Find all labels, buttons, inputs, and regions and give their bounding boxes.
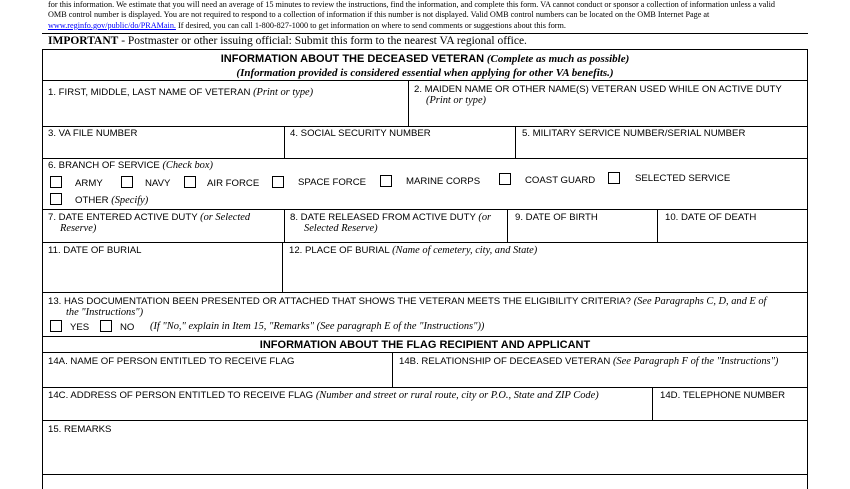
col-divider [657, 209, 658, 242]
eligibility-yes-checkbox[interactable] [50, 320, 62, 332]
relationship-hint: (See Paragraph F of the "Instructions") [612, 356, 779, 367]
remarks-field[interactable]: 15. REMARKS [48, 424, 112, 435]
relationship-field[interactable] [399, 356, 778, 367]
col-divider [515, 126, 516, 158]
eligibility-question [48, 296, 766, 318]
col-divider [652, 387, 653, 420]
air-force-label: AIR FORCE [207, 178, 260, 189]
place-of-burial-hint: (Name of cemetery, city, and State) [392, 245, 538, 256]
date-entered-field[interactable] [48, 212, 250, 234]
branch-of-service-label [48, 160, 213, 171]
notice-line-3-rest: If desired, you can call 1-800-827-1000 to get information on where to send comments or suggestions about this form. [175, 20, 566, 30]
row-line [42, 292, 808, 293]
marine-corps-checkbox[interactable] [380, 175, 392, 187]
other-label [75, 195, 148, 206]
space-force-label: SPACE FORCE [298, 177, 367, 188]
deceased-section-title [42, 53, 808, 65]
recipient-section-title: INFORMATION ABOUT THE FLAG RECIPIENT AND APPLICANT [259, 339, 591, 351]
branch-label-hint: (Check box) [162, 160, 213, 171]
row-line [42, 387, 808, 388]
other-checkbox[interactable] [50, 193, 62, 205]
veteran-name-field[interactable] [48, 87, 313, 98]
notice-line-1: for this information. We estimate that you will need an average of 15 minutes to review the instructions, find the information, and complete this form. VA cannot conduct or sponsor a collection of information unless a valid [48, 0, 775, 9]
selected-service-label: SELECTED SERVICE [635, 173, 731, 184]
date-of-burial-field[interactable]: 11. DATE OF BURIAL [48, 245, 142, 256]
coast-guard-checkbox[interactable] [499, 173, 511, 185]
col-divider [282, 242, 283, 292]
form-frame [42, 49, 808, 489]
marine-corps-label: MARINE CORPS [406, 176, 481, 187]
notice-line-2: OMB control number is displayed. You are not required to respond to a collection of information if this number is not displayed. Valid OMB control numbers can be located on the OMB Internet Page at [48, 10, 710, 20]
col-divider [408, 80, 409, 126]
deceased-title-bold: INFORMATION ABOUT THE DECEASED VETERAN [220, 53, 485, 65]
recipient-address-hint: (Number and street or rural route, city or P.O., State and ZIP Code) [315, 390, 599, 401]
date-entered-label: 7. DATE ENTERED ACTIVE DUTY [48, 212, 201, 223]
eligibility-question-hint-2: the "Instructions") [66, 307, 144, 318]
row-line [42, 474, 808, 475]
maiden-name-hint: (Print or type) [426, 95, 487, 106]
eligibility-question-text: 13. HAS DOCUMENTATION BEEN PRESENTED OR ATTACHED THAT SHOWS THE VETERAN MEETS THE ELIGIBILITY CRITERIA? [48, 296, 634, 307]
veteran-name-label: 1. FIRST, MIDDLE, LAST NAME OF VETERAN [48, 87, 254, 98]
relationship-label: 14B. RELATIONSHIP OF DECEASED VETERAN [399, 356, 613, 367]
row-line [42, 420, 808, 421]
col-divider [284, 126, 285, 158]
divider-section [42, 49, 808, 50]
notice-line-3 [48, 21, 808, 31]
army-checkbox[interactable] [50, 176, 62, 188]
date-entered-hint: (or Selected [200, 212, 251, 223]
row-line [42, 80, 808, 81]
eligibility-no-instruction: (If "No," explain in Item 15, "Remarks" (See paragraph E of the "Instructions")) [150, 321, 485, 332]
other-label-hint: (Specify) [111, 195, 149, 206]
recipient-address-label: 14C. ADDRESS OF PERSON ENTITLED TO RECEIVE FLAG [48, 390, 316, 401]
eligibility-no-checkbox[interactable] [100, 320, 112, 332]
space-force-checkbox[interactable] [272, 176, 284, 188]
recipient-name-field[interactable]: 14A. NAME OF PERSON ENTITLED TO RECEIVE FLAG [48, 356, 295, 367]
coast-guard-label: COAST GUARD [525, 175, 596, 186]
eligibility-no-label: NO [120, 322, 135, 333]
navy-checkbox[interactable] [121, 176, 133, 188]
important-label: IMPORTANT [48, 35, 119, 47]
col-divider [507, 209, 508, 242]
important-text: - Postmaster or other issuing official: Submit this form to the nearest VA regional office. [118, 35, 527, 47]
maiden-name-field[interactable] [414, 84, 782, 106]
place-of-burial-field[interactable] [289, 245, 537, 256]
row-line [42, 209, 808, 210]
date-released-label: 8. DATE RELEASED FROM ACTIVE DUTY [290, 212, 479, 223]
veteran-name-hint: (Print or type) [253, 87, 314, 98]
divider-top [42, 33, 808, 34]
important-note [48, 35, 527, 47]
col-divider [392, 352, 393, 387]
recipient-address-field[interactable] [48, 390, 599, 401]
row-line [42, 352, 808, 353]
branch-label-text: 6. BRANCH OF SERVICE [48, 160, 163, 171]
date-entered-hint-2: Reserve) [60, 223, 97, 234]
maiden-name-label: 2. MAIDEN NAME OR OTHER NAME(S) VETERAN USED WHILE ON ACTIVE DUTY [414, 84, 782, 95]
place-of-burial-label: 12. PLACE OF BURIAL [289, 245, 393, 256]
date-of-death-field[interactable]: 10. DATE OF DEATH [665, 212, 757, 223]
air-force-checkbox[interactable] [184, 176, 196, 188]
ssn-field[interactable]: 4. SOCIAL SECURITY NUMBER [290, 128, 431, 139]
date-released-field[interactable] [290, 212, 491, 234]
row-line [42, 158, 808, 159]
date-released-hint: (or [478, 212, 492, 223]
date-of-birth-field[interactable]: 9. DATE OF BIRTH [515, 212, 598, 223]
selected-service-checkbox[interactable] [608, 172, 620, 184]
telephone-field[interactable]: 14D. TELEPHONE NUMBER [660, 390, 786, 401]
row-line [42, 336, 808, 337]
row-line [42, 126, 808, 127]
va-file-number-field[interactable]: 3. VA FILE NUMBER [48, 128, 138, 139]
eligibility-yes-label: YES [70, 322, 90, 333]
army-label: ARMY [75, 178, 103, 189]
eligibility-question-hint: (See Paragraphs C, D, and E of [633, 296, 767, 307]
other-label-text: OTHER [75, 195, 112, 206]
deceased-section-subtitle: (Information provided is considered essential when applying for other VA benefits.) [236, 67, 614, 79]
navy-label: NAVY [145, 178, 171, 189]
col-divider [284, 209, 285, 242]
omb-link[interactable]: www.reginfo.gov/public/do/PRAMain. [48, 20, 176, 30]
deceased-title-italic: (Complete as much as possible) [484, 53, 630, 65]
date-released-hint-2: Selected Reserve) [304, 223, 378, 234]
service-number-field[interactable]: 5. MILITARY SERVICE NUMBER/SERIAL NUMBER [522, 128, 746, 139]
row-line [42, 242, 808, 243]
burden-notice [48, 0, 808, 31]
